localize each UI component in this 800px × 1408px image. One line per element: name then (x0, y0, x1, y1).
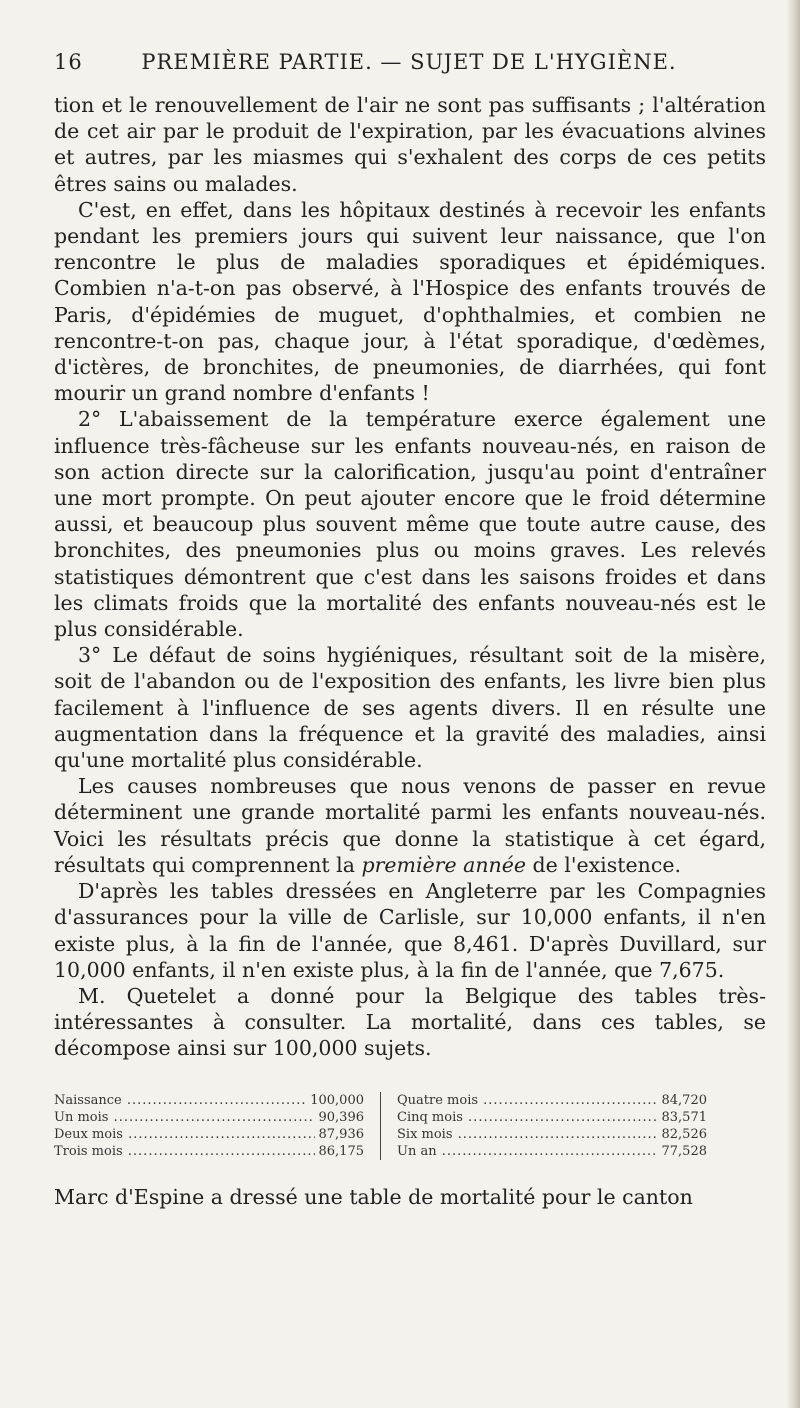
row-label: Deux mois ..... (54, 1126, 315, 1143)
row-value: 90,396 (318, 1109, 364, 1125)
closing-line: Marc d'Espine a dressé une table de mortalité pour le canton (54, 1184, 693, 1209)
page-number: 16 (54, 50, 83, 74)
row-value: 86,175 (318, 1143, 364, 1159)
paragraph: M. Quetelet a donné pour la Belgique des tables très-intéressantes à consulter. La mortalité, dans ces tables, se décompose ainsi sur 100,000 sujets. (54, 983, 766, 1061)
table-row (54, 1092, 364, 1109)
row-label: Un an ..... (397, 1143, 658, 1160)
row-label: Cinq mois ..... (397, 1109, 658, 1126)
row-value: 87,936 (318, 1126, 364, 1142)
mortality-table (54, 1092, 766, 1160)
paragraph: C'est, en effet, dans les hôpitaux destinés à recevoir les enfants pendant les premiers jours qui suivent leur naissance, que l'on rencontre le plus de maladies sporadiques et épidémiques. Combien n'a-t-on pas observé, à l'Hospice des enfants trouvés de Paris, d'épidémies de muguet, d'ophthalmies, et combien ne rencontre-t-on pas, chaque jour, à l'état sporadique, d'œdèmes, d'ictères, de bronchites, de pneumonies, de diarrhées, qui font mourir un grand nombre d'enfants ! (54, 197, 766, 406)
paragraph: tion et le renouvellement de l'air ne sont pas suffisants ; l'altération de cet air par le produit de l'expiration, par les évacuations alvines et autres, par les miasmes qui s'exhalent des corps de ces petits êtres sains ou malades. (54, 93, 766, 196)
table-row (397, 1126, 707, 1143)
table-column-right (380, 1092, 717, 1160)
row-label: Trois mois ..... (54, 1143, 315, 1160)
row-label: Quatre mois ..... (397, 1092, 658, 1109)
table-row (54, 1109, 364, 1126)
row-value: 82,526 (661, 1126, 707, 1142)
table-row (397, 1092, 707, 1109)
paragraph: D'après les tables dressées en Angleterre par les Compagnies d'assurances pour la ville de Carlisle, sur 10,000 enfants, il n'en existe plus, à la fin de l'année, que 8,461. D'après Duvillard, sur 10,000 enfants, il n'en existe plus, à la fin de l'année, que 7,675. (54, 879, 766, 982)
body-text (54, 92, 766, 1062)
running-header (54, 50, 766, 80)
table-row (397, 1109, 707, 1126)
row-value: 77,528 (661, 1143, 707, 1159)
italic-phrase: première année (361, 852, 526, 877)
paragraph: 2° L'abaissement de la température exerce également une influence très-fâcheuse sur les enfants nouveau-nés, en raison de son action directe sur la calorification, jusqu'au point d'entraîner une mort prompte. On peut ajouter encore que le froid détermine aussi, et beaucoup plus souvent même que toute autre cause, des bronchites, des pneumonies plus ou moins graves. Les relevés statistiques démontrent que c'est dans les saisons froides et dans les climats froids que la mortalité des enfants nouveau-nés est le plus considérable. (54, 407, 766, 642)
row-value: 100,000 (310, 1092, 364, 1108)
table-row (54, 1143, 364, 1160)
paragraph-text: Les causes nombreuses que nous venons de passer en revue déterminent une grande mortalité parmi les enfants nouveau-nés. Voici les résultats précis que donne la statistique à cet égard, résultats qui comprennent la (54, 774, 766, 877)
paragraph (54, 773, 766, 878)
running-title: PREMIÈRE PARTIE. — SUJET DE L'HYGIÈNE. (141, 50, 677, 74)
row-value: 84,720 (661, 1092, 707, 1108)
table-row (54, 1126, 364, 1143)
row-label: Six mois ..... (397, 1126, 658, 1143)
paragraph-tail: de l'existence. (532, 852, 681, 877)
book-page (54, 50, 766, 1210)
page-edge (786, 0, 800, 1408)
paragraph: 3° Le défaut de soins hygiéniques, résultant soit de la misère, soit de l'abandon ou de l'exposition des enfants, les livre bien plus facilement à l'influence de ses agents divers. Il en résulte une augmentation dans la fréquence et la gravité des maladies, ainsi qu'une mortalité plus considérable. (54, 643, 766, 773)
row-label: Un mois ..... (54, 1109, 315, 1126)
row-label: Naissance ..... (54, 1092, 306, 1109)
row-value: 83,571 (661, 1109, 707, 1125)
table-column-left (54, 1092, 374, 1160)
table-row (397, 1143, 707, 1160)
